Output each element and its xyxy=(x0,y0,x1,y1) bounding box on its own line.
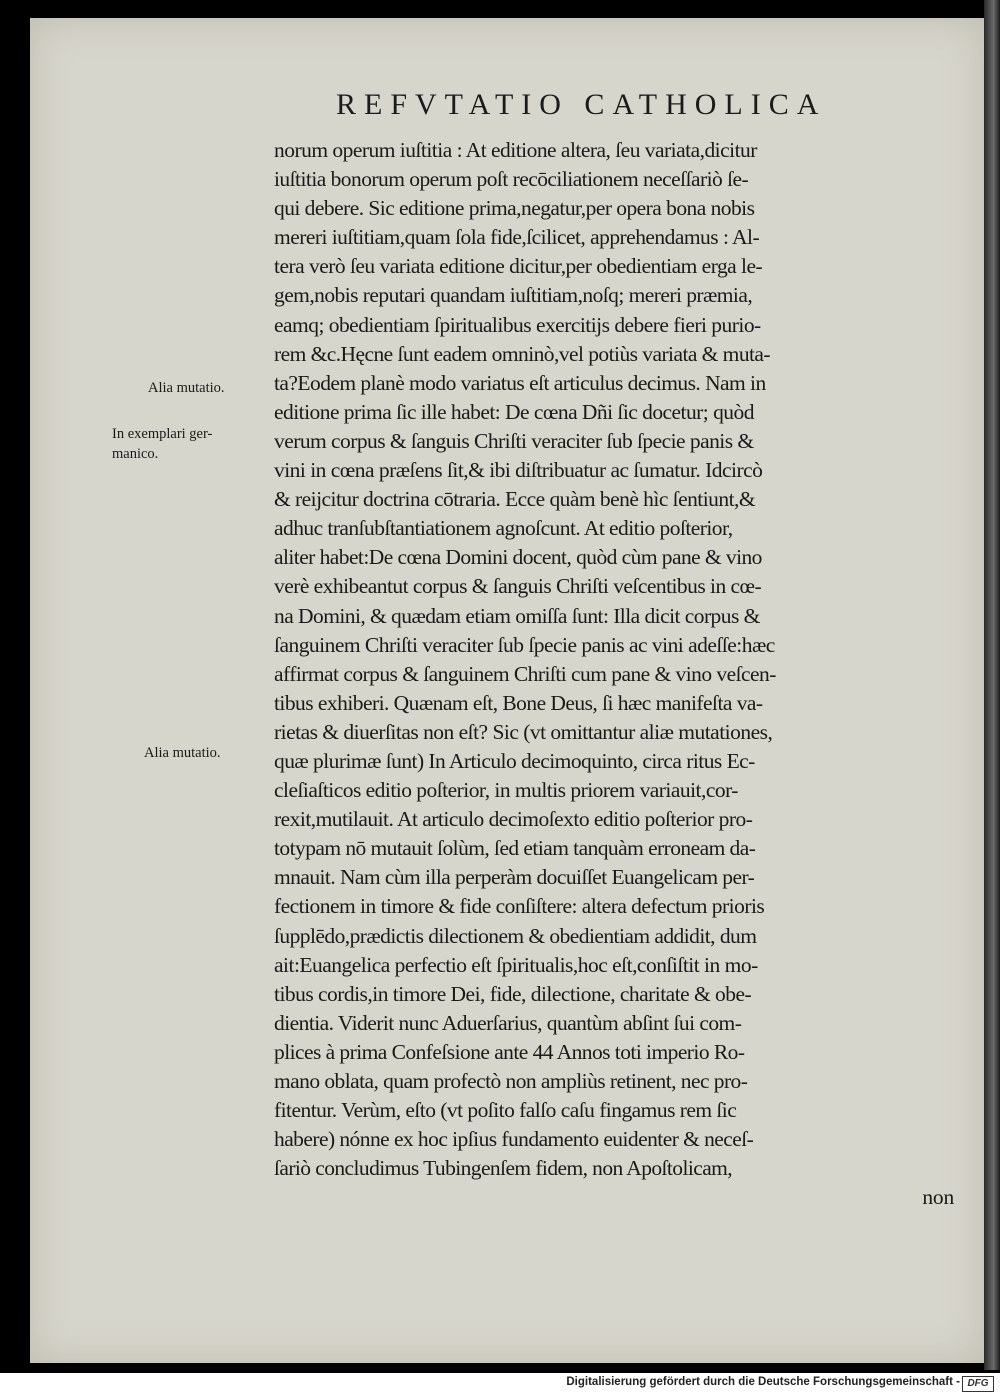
text-line: habere) nónne ex hoc ipſius fundamento euidenter & neceſ- xyxy=(274,1127,754,1152)
text-line: totypam nō mutauit ſolùm, ſed etiam tanquàm erroneam da- xyxy=(274,836,756,861)
marginal-note-line: manico. xyxy=(112,446,159,462)
text-line: ſupplēdo,prædictis dilectionem & obedientiam addidit, dum xyxy=(274,923,757,948)
text-line: editione prima ſic ille habet: De cœna Dñi ſic docetur; quòd xyxy=(274,399,754,424)
text-line: quæ plurimæ ſunt) In Articulo decimoquinto, circa ritus Ec- xyxy=(274,748,755,773)
text-line: tibus exhiberi. Quænam eſt, Bone Deus, ſi hæc manifeſta va- xyxy=(274,690,763,715)
marginal-note-2 xyxy=(112,424,212,464)
text-line: & reijcitur doctrina cōtraria. Ecce quàm benè hìc ſentiunt,& xyxy=(274,487,756,512)
running-head: REFVTATIO CATHOLICA xyxy=(336,88,827,121)
text-line: tibus cordis,in timore Dei, fide, dilectione, charitate & obe- xyxy=(274,981,752,1006)
text-line: gem,nobis reputari quandam iuſtitiam,noſq; mereri præmia, xyxy=(274,283,753,308)
marginal-note-line: In exemplari ger- xyxy=(112,426,213,442)
text-line: adhuc tranſubſtantiationem agnoſcunt. At editio poſterior, xyxy=(274,516,733,541)
text-line: dientia. Viderit nunc Aduerſarius, quantùm abſint ſui com- xyxy=(274,1010,742,1035)
text-line: verum corpus & ſanguis Chriſti veraciter ſub ſpecie panis & xyxy=(274,428,754,453)
text-line: ta?Eodem planè modo variatus eſt articulus decimus. Nam in xyxy=(274,370,766,395)
marginal-note-line: Alia mutatio. xyxy=(144,745,221,761)
text-line: vini in cœna præſens ſit,& ibi diſtribuatur ac ſumatur. Idcircò xyxy=(274,458,763,483)
text-line: non xyxy=(922,1185,954,1210)
text-line: ſariò concludimus Tubingenſem fidem, non Apoſtolicam, xyxy=(274,1156,733,1181)
text-line: norum operum iuſtitia : At editione altera, ſeu variata,dicitur xyxy=(274,138,757,162)
body-text xyxy=(274,136,974,1212)
text-line: plices à prima Confeſsione ante 44 Annos toti imperio Ro- xyxy=(274,1039,745,1064)
digitization-credit: Digitalisierung gefördert durch die Deutsche Forschungsgemeinschaft - xyxy=(566,1376,960,1388)
text-line: iuſtitia bonorum operum poſt recōciliationem neceſſariò ſe- xyxy=(274,167,749,192)
text-line: verè exhibeantut corpus & ſanguis Chriſti veſcentibus in cœ- xyxy=(274,574,762,599)
text-line: rietas & diuerſitas non eſt? Sic (vt omittantur aliæ mutationes, xyxy=(274,719,773,744)
text-line: rem &c.Hęcne ſunt eadem omninò,vel potiùs variata & muta- xyxy=(274,341,771,366)
marginal-note-line: Alia mutatio. xyxy=(148,380,225,396)
text-line: na Domini, & quædam etiam omiſſa ſunt: Illa dicit corpus & xyxy=(274,603,760,628)
text-line: cleſiaſticos editio poſterior, in multis priorem variauit,cor- xyxy=(274,778,738,803)
text-line: rexit,mutilauit. At articulo decimoſexto editio poſterior pro- xyxy=(274,807,753,832)
text-line: qui debere. Sic editione prima,negatur,per opera bona nobis xyxy=(274,196,755,221)
page-edge xyxy=(984,0,1000,1370)
text-line: ſanguinem Chriſti veraciter ſub ſpecie panis ac vini adeſſe:hæc xyxy=(274,632,775,657)
text-line: tera verò ſeu variata editione dicitur,per obedientiam erga le- xyxy=(274,254,763,279)
marginal-note-3 xyxy=(144,743,221,763)
text-line: fitentur. Verùm, eſto (vt poſito falſo caſu fingamus rem ſic xyxy=(274,1098,737,1123)
text-line: aliter habet:De cœna Domini docent, quòd cùm pane & vino xyxy=(274,545,762,570)
marginal-note-1 xyxy=(148,378,225,398)
text-line: affirmat corpus & ſanguinem Chriſti cum pane & vino veſcen- xyxy=(274,661,776,686)
text-line: fectionem in timore & fide conſiſtere: altera defectum prioris xyxy=(274,894,765,919)
text-line: mnauit. Nam cùm illa perperàm docuiſſet Euangelicam per- xyxy=(274,865,755,890)
text-line: ait:Euangelica perfectio eſt ſpiritualis,hoc eſt,conſiſtit in mo- xyxy=(274,952,758,977)
text-line: mereri iuſtitiam,quam ſola fide,ſcilicet, apprehendamus : Al- xyxy=(274,225,760,250)
text-line: eamq; obedientiam ſpiritualibus exercitijs debere fieri purio- xyxy=(274,312,761,337)
text-line: mano oblata, quam profectò non ampliùs retinent, nec pro- xyxy=(274,1069,748,1093)
dfg-logo: DFG xyxy=(962,1376,994,1392)
